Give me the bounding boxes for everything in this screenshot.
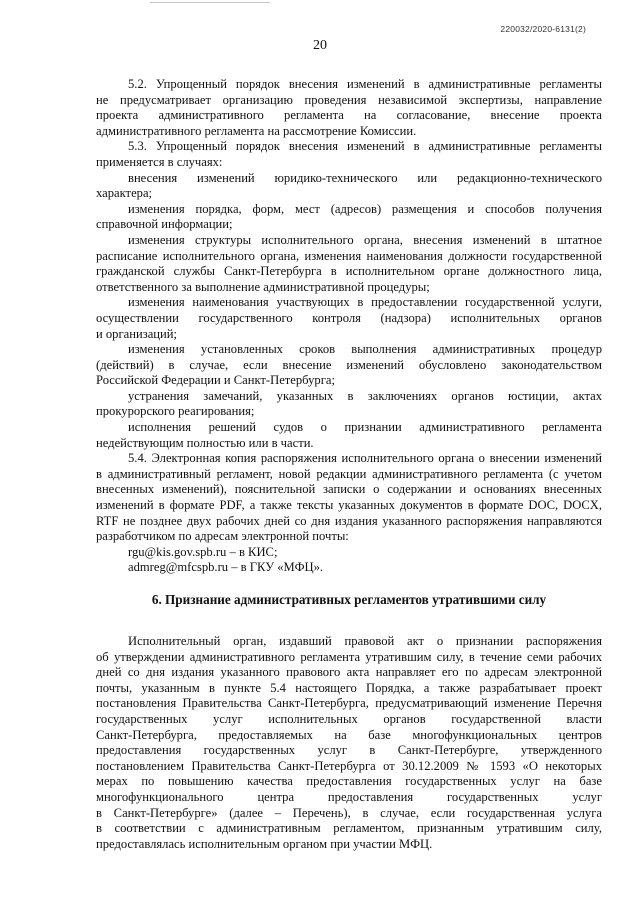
page-number: 20: [313, 38, 327, 53]
text-line: Исполнительный орган, издавший правовой акт о признании распоряжения: [128, 634, 602, 648]
text-line: в Санкт-Петербурге» (далее – Перечень), в случае, если государственная услуга: [96, 805, 602, 820]
text-line: в административный регламент, новой редакции административного регламента (с учетом: [96, 466, 602, 481]
text-line: постановлением Правительства Санкт-Петербурга от 30.12.2009 № 1593 «О некоторых: [96, 758, 602, 773]
text-line: дней со дня издания указанного правового акта направляет его по адресам электронной: [96, 665, 602, 680]
text-line: изменения структуры исполнительного органа, внесения изменений в штатное: [128, 232, 602, 247]
text-line: применяется в случаях:: [96, 154, 223, 169]
email-list: [96, 545, 602, 576]
text-line: внесения изменений юридико-технического или редакционно-технического: [128, 170, 602, 185]
text-line: недействующим полностью или в части.: [96, 435, 314, 450]
case-item-5: [96, 342, 602, 389]
text-line: исполнения решений судов о признании административного регламента: [128, 420, 602, 435]
case-item-2: [96, 202, 602, 233]
text-line: 5.4. Электронная копия распоряжения исполнительного органа о внесении изменений: [128, 451, 602, 466]
document-number: 220032/2020-6131(2): [500, 24, 586, 34]
text-line: изменений в формате PDF, а также тексты указанных документов в формате DOC, DOCX,: [96, 498, 602, 513]
text-line: предоставления государственных услуг в Санкт-Петербурге, утвержденного: [96, 743, 602, 758]
spacer: [96, 610, 602, 634]
text-line: и организаций;: [96, 326, 177, 341]
paragraph-5-4: [96, 451, 602, 545]
scan-top-rule: [150, 2, 270, 3]
text-line: RTF не позднее двух рабочих дней со дня издания указанного распоряжения направляются: [96, 513, 602, 528]
case-item-3: [96, 233, 602, 295]
text-line: изменения наименования участвующих в предоставлении государственной услуги,: [128, 295, 602, 310]
text-line: почты, указанным в пункте 5.4 настоящего Порядка, а также разрабатывает проект: [96, 680, 602, 695]
text-line: Российской Федерации и Санкт-Петербурга;: [96, 373, 335, 388]
text-line: характера;: [96, 186, 153, 201]
text-line: об утверждении административного регламента утратившим силу, в течение семи рабочих: [96, 649, 602, 664]
text-line: устранения замечаний, указанных в заключениях органов юстиции, актах: [128, 388, 602, 403]
section-6-heading: 6. Признание административных регламентов утратившими силу: [151, 592, 547, 607]
text-line: изменения установленных сроков выполнения административных процедур: [128, 342, 602, 357]
email-mfc: admreg@mfcspb.ru – в ГКУ «МФЦ».: [128, 560, 324, 575]
case-item-1: [96, 171, 602, 202]
text-line: предоставлялась исполнительным органом при участии МФЦ.: [96, 836, 433, 851]
document-body: [96, 77, 602, 852]
text-line: ответственного за выполнение административной процедуры;: [96, 279, 430, 294]
case-item-6: [96, 389, 602, 420]
text-line: расписание исполнительного органа, изменения наименования должности государственной: [96, 248, 602, 263]
text-line: 5.3. Упрощенный порядок внесения изменений в административные регламенты: [128, 139, 602, 154]
section-6-paragraph: [96, 634, 602, 852]
text-line: многофункционального центра предоставления государственных услуг: [96, 789, 602, 804]
text-line: мерах по повышению качества предоставления государственных услуг на базе: [96, 774, 602, 789]
case-item-7: [96, 420, 602, 451]
text-line: прокурорского реагирования;: [96, 404, 255, 419]
email-kis: rgu@kis.gov.spb.ru – в КИС;: [128, 544, 278, 559]
text-line: изменения порядка, форм, мест (адресов) размещения и способов получения: [128, 201, 602, 216]
text-line: 5.2. Упрощенный порядок внесения изменений в административные регламенты: [128, 77, 602, 91]
paragraph-5-3: [96, 139, 602, 170]
text-line: в соответствии с административным регламентом, признанным утратившим силу,: [96, 821, 602, 836]
text-line: административного регламента на рассмотрение Комиссии.: [96, 123, 417, 138]
text-line: Санкт-Петербурга, предоставляемых на базе многофункциональных центров: [96, 727, 602, 742]
text-line: осуществлении государственного контроля (надзора) исполнительных органов: [96, 310, 602, 325]
paragraph-5-2: [96, 77, 602, 139]
text-line: гражданской службы Санкт-Петербурга в исполнительном органе должностного лица,: [96, 264, 602, 279]
text-line: внесенных изменений), пояснительной записки о содержании и основаниях внесенных: [96, 482, 602, 497]
text-line: (действий) в случае, если внесение изменений обусловлено законодательством: [96, 357, 602, 372]
text-line: государственных услуг исполнительных органов государственной власти: [96, 711, 602, 726]
text-line: справочной информации;: [96, 217, 233, 232]
text-line: постановления Правительства Санкт-Петербурга, предусматривающий изменение Перечня: [96, 696, 602, 711]
text-line: разработчиком по адресам электронной почты:: [96, 529, 349, 544]
case-item-4: [96, 295, 602, 342]
spacer: [96, 576, 602, 590]
text-line: проекта административного регламента на согласование, внесение проекта: [96, 108, 602, 123]
text-line: не предусматривает организацию проведения независимой экспертизы, направление: [96, 92, 602, 107]
